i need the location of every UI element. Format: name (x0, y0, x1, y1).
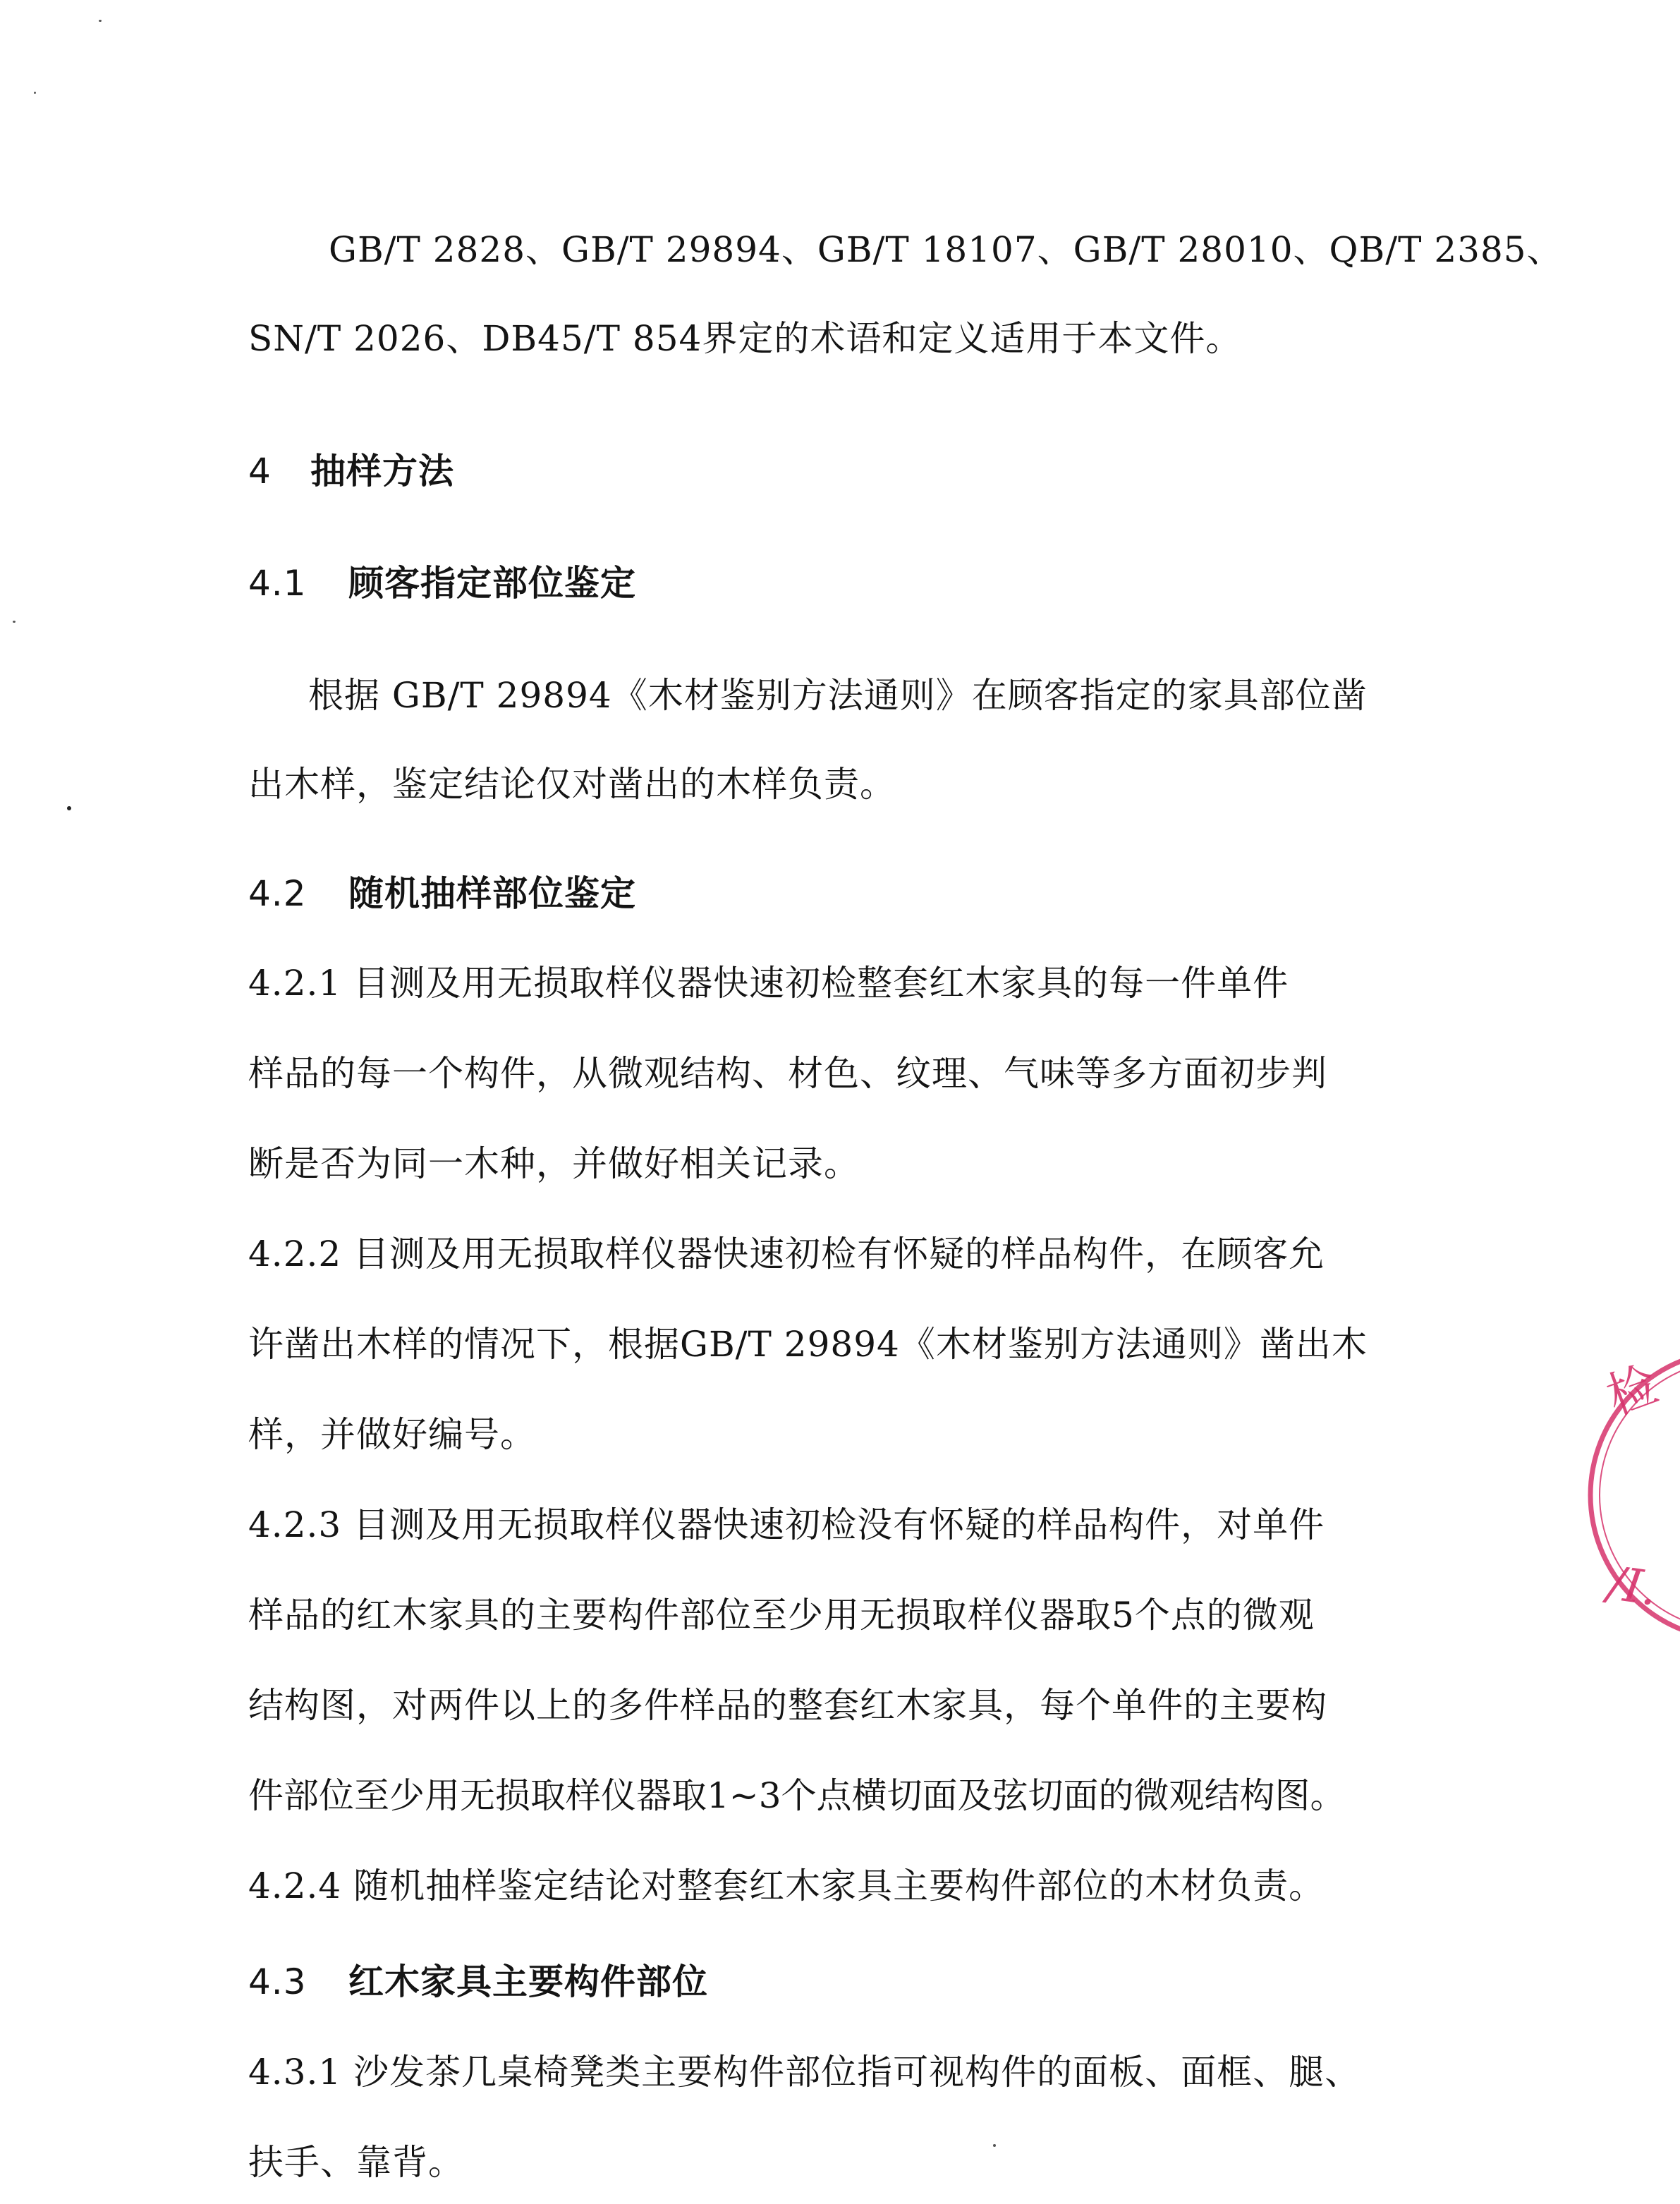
official-seal-stamp (1583, 1333, 1680, 1657)
clause-paragraph-line: 4.2.4 随机抽样鉴定结论对整套红木家具主要构件部位的木材负责。 (248, 1865, 1325, 1906)
clause-paragraph-line: 样，并做好编号。 (248, 1414, 536, 1455)
scan-speck (13, 621, 16, 623)
svg-text:/I.: /I. (1605, 1555, 1661, 1617)
section-title: 随机抽样部位鉴定 (348, 873, 636, 914)
clause-paragraph-line: 4.2.2 目测及用无损取样仪器快速初检有怀疑的样品构件，在顾客允 (248, 1234, 1325, 1274)
section-number: 4.3 (248, 1961, 307, 2002)
scan-speck (993, 2144, 996, 2147)
subsection-heading (248, 561, 636, 606)
body-paragraph-line: 出木样，鉴定结论仅对凿出的木样负责。 (248, 764, 896, 805)
svg-text:检: 检 (1599, 1355, 1666, 1427)
section-title: 抽样方法 (310, 451, 454, 492)
clause-paragraph-line: 许凿出木样的情况下，根据GB/T 29894《木材鉴别方法通则》凿出木 (248, 1324, 1368, 1365)
scan-speck (99, 20, 102, 22)
clause-paragraph-line: 4.2.1 目测及用无损取样仪器快速初检整套红木家具的每一件单件 (248, 963, 1289, 1004)
subsection-heading (248, 1959, 708, 2004)
scan-speck (67, 806, 71, 810)
section-number: 4.2 (248, 873, 307, 914)
terms-paragraph-line: SN/T 2026、DB45/T 854界定的术语和定义适用于本文件。 (248, 318, 1242, 359)
body-paragraph-line: 根据 GB/T 29894《木材鉴别方法通则》在顾客指定的家具部位凿 (308, 675, 1368, 716)
section-heading (248, 449, 454, 494)
section-title: 顾客指定部位鉴定 (348, 563, 636, 604)
subsection-heading (248, 871, 636, 916)
clause-paragraph-line: 4.2.3 目测及用无损取样仪器快速初检没有怀疑的样品构件，对单件 (248, 1504, 1325, 1545)
clause-paragraph-line: 样品的红木家具的主要构件部位至少用无损取样仪器取5个点的微观 (248, 1595, 1315, 1636)
clause-paragraph-line: 样品的每一个构件，从微观结构、材色、纹理、气味等多方面初步判 (248, 1053, 1327, 1094)
terms-paragraph-line: GB/T 2828、GB/T 29894、GB/T 18107、GB/T 28010、QB/T 2385、 (329, 229, 1563, 270)
section-number: 4 (248, 451, 272, 492)
clause-paragraph-line: 件部位至少用无损取样仪器取1~3个点横切面及弦切面的微观结构图。 (248, 1775, 1346, 1816)
section-title: 红木家具主要构件部位 (348, 1961, 708, 2002)
clause-paragraph-line: 扶手、靠背。 (248, 2142, 464, 2183)
clause-paragraph-line: 断是否为同一木种，并做好相关记录。 (248, 1143, 860, 1184)
scan-speck (34, 92, 36, 94)
clause-paragraph-line: 结构图，对两件以上的多件样品的整套红木家具，每个单件的主要构 (248, 1685, 1327, 1726)
clause-paragraph-line: 4.3.1 沙发茶几桌椅凳类主要构件部位指可视构件的面板、面框、腿、 (248, 2052, 1361, 2093)
section-number: 4.1 (248, 563, 307, 604)
